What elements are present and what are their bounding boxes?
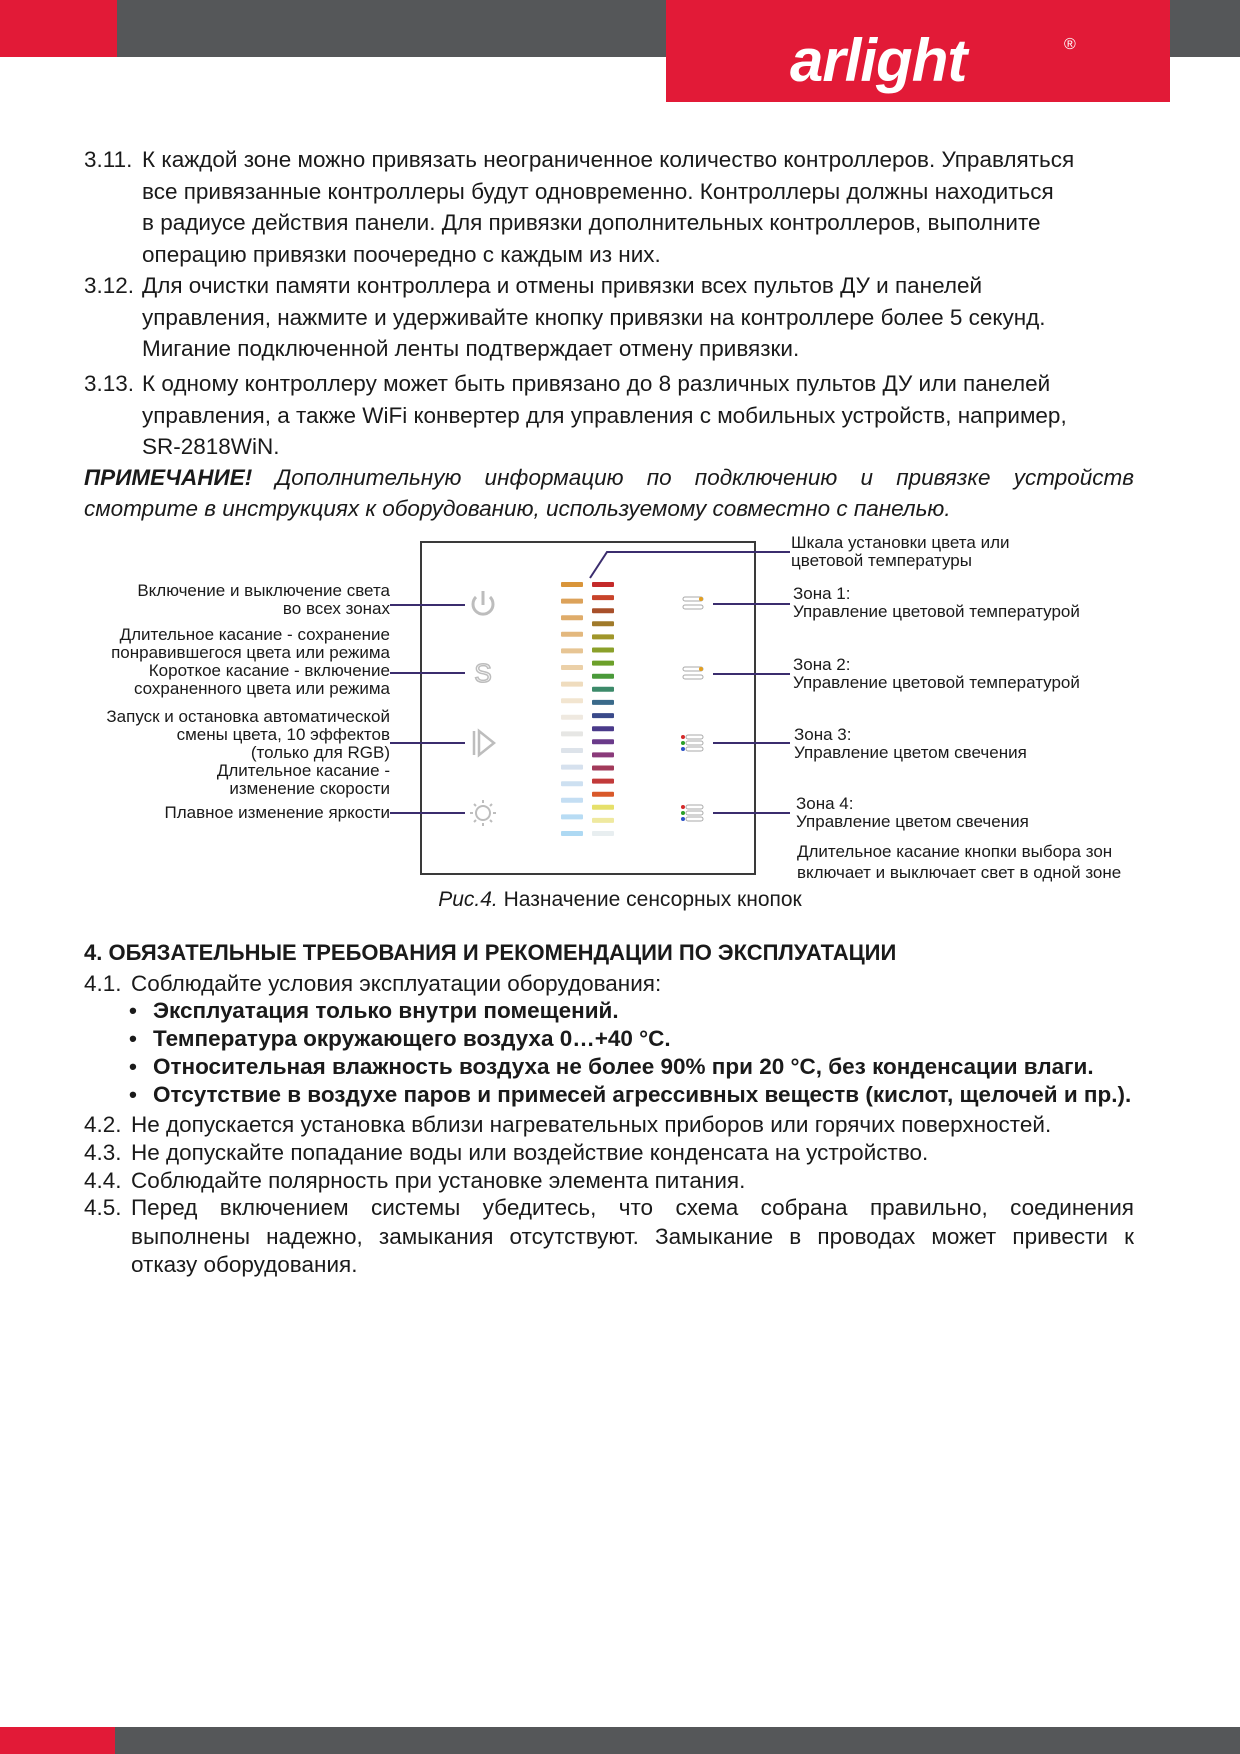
scale-segment bbox=[592, 661, 614, 666]
scale-segment bbox=[561, 731, 583, 736]
label-line: цветовой температуры bbox=[791, 551, 972, 570]
scale-segment bbox=[592, 674, 614, 679]
text-line: Для очистки памяти контроллера и отмены привязки всех пультов ДУ и панелей bbox=[142, 273, 983, 298]
label-zone2 bbox=[793, 656, 1080, 692]
scale-segment bbox=[561, 632, 583, 637]
bullet-item: • Эксплуатация только внутри помещений. bbox=[153, 997, 619, 1025]
scale-segment bbox=[592, 831, 614, 836]
label-scene bbox=[111, 626, 390, 698]
paragraph-text: Не допускайте попадание воды или воздействие конденсата на устройство. bbox=[131, 1140, 929, 1165]
scale-segment bbox=[561, 698, 583, 703]
label-line: Зона 2: bbox=[793, 655, 851, 674]
scale-segment bbox=[592, 608, 614, 613]
paragraph-4-2 bbox=[84, 1109, 1134, 1141]
bullet-item: • Отсутствие в воздухе паров и примесей агрессивных веществ (кислот, щелочей и пр.). bbox=[153, 1081, 1131, 1109]
scale-segment bbox=[592, 818, 614, 823]
paragraph-text bbox=[142, 144, 1134, 270]
text-line: К одному контроллеру может быть привязано до 8 различных пультов ДУ или панелей bbox=[142, 371, 1051, 396]
scale-segment bbox=[592, 700, 614, 705]
item-number: 4.5. bbox=[84, 1195, 122, 1220]
leader-line bbox=[590, 552, 790, 578]
paragraph-text bbox=[142, 270, 1134, 365]
label-line: (только для RGB) bbox=[250, 743, 390, 762]
zone1-icon bbox=[683, 597, 703, 609]
power-icon bbox=[473, 591, 493, 614]
note-line-1 bbox=[84, 462, 1134, 494]
item-number: 3.13. bbox=[84, 371, 135, 396]
scale-segment bbox=[592, 582, 614, 587]
brand-logo: arlight bbox=[790, 27, 967, 94]
scale-segment bbox=[592, 792, 614, 797]
scale-segment bbox=[561, 748, 583, 753]
scale-segment bbox=[561, 715, 583, 720]
scale-segment bbox=[561, 648, 583, 653]
note-line-2: смотрите в инструкциях к оборудованию, используемому совместно с панелью. bbox=[84, 496, 951, 521]
footer-bar bbox=[0, 1727, 1240, 1754]
scale-segment bbox=[592, 634, 614, 639]
scale-segment bbox=[561, 665, 583, 670]
scale-segment bbox=[592, 766, 614, 771]
text-line: все привязанные контроллеры будут одновременно. Контроллеры должны находиться bbox=[142, 178, 1054, 204]
label-line: включает и выключает свет в одной зоне bbox=[797, 863, 1122, 882]
figure-caption bbox=[0, 888, 1240, 912]
label-line: понравившегося цвета или режима bbox=[111, 643, 390, 662]
label-line: Зона 3: bbox=[794, 725, 852, 744]
brightness-icon bbox=[470, 800, 496, 826]
scale-segment bbox=[561, 765, 583, 770]
scale-segment bbox=[592, 621, 614, 626]
label-zone-note bbox=[797, 841, 1121, 883]
scale-segment bbox=[561, 831, 583, 836]
paragraph-3-13 bbox=[84, 368, 1134, 463]
paragraph-text: Не допускается установка вблизи нагревательных приборов или горячих поверхностей. bbox=[131, 1112, 1052, 1137]
scale-segment bbox=[592, 713, 614, 718]
label-line: Короткое касание - включение bbox=[148, 661, 390, 680]
label-play bbox=[106, 708, 390, 798]
label-power bbox=[137, 582, 390, 618]
text-line: управления, нажмите и удерживайте кнопку привязки на контроллере более 5 секунд. bbox=[142, 304, 1046, 330]
caption-text: Назначение сенсорных кнопок bbox=[503, 888, 802, 911]
scale-segment bbox=[592, 805, 614, 810]
item-number: 4.2. bbox=[84, 1112, 122, 1137]
scale-segment bbox=[561, 798, 583, 803]
scale-segment bbox=[592, 739, 614, 744]
label-scale bbox=[791, 534, 1010, 570]
text-line: Перед включением системы убедитесь, что схема собрана правильно, соединения bbox=[131, 1195, 1134, 1220]
scale-segment bbox=[561, 582, 583, 587]
item-number: 3.11. bbox=[84, 147, 133, 172]
text-line: SR-2818WiN. bbox=[142, 434, 280, 459]
label-zone1 bbox=[793, 585, 1080, 621]
paragraph-4-3 bbox=[84, 1137, 1134, 1169]
label-line: Длительное касание - сохранение bbox=[119, 625, 390, 644]
text-line: в радиусе действия панели. Для привязки дополнительных контроллеров, выполните bbox=[142, 210, 1041, 235]
header-accent bbox=[0, 0, 117, 57]
label-line: Плавное изменение яркости bbox=[164, 803, 390, 822]
scale-segment bbox=[592, 779, 614, 784]
zone2-icon bbox=[683, 667, 703, 679]
play-icon bbox=[474, 731, 494, 755]
paragraph-text: Соблюдайте условия эксплуатации оборудования: bbox=[131, 971, 662, 996]
label-line: изменение скорости bbox=[229, 779, 390, 798]
label-line: Запуск и остановка автоматической bbox=[106, 707, 390, 726]
scale-segment bbox=[561, 599, 583, 604]
text-line: операцию привязки поочередно с каждым из них. bbox=[142, 241, 661, 267]
scale-segment bbox=[592, 595, 614, 600]
scale-segment bbox=[592, 687, 614, 692]
color-temperature-scale bbox=[561, 582, 583, 836]
scale-segment bbox=[561, 814, 583, 819]
label-line: Длительное касание - bbox=[216, 761, 390, 780]
note-text: Дополнительную информацию по подключению и привязке устройств bbox=[275, 465, 1134, 490]
label-line: во всех зонах bbox=[282, 599, 390, 618]
label-line: Включение и выключение света bbox=[137, 581, 390, 600]
label-line: Управление цветом свечения bbox=[796, 812, 1029, 831]
paragraph-4-5 bbox=[84, 1194, 1134, 1280]
item-number: 4.4. bbox=[84, 1168, 122, 1193]
scale-segment bbox=[561, 615, 583, 620]
label-line: Управление цветовой температурой bbox=[793, 602, 1080, 621]
label-line: Длительное касание кнопки выбора зон bbox=[797, 842, 1113, 861]
bullet-item: • Температура окружающего воздуха 0…+40 °C. bbox=[153, 1025, 671, 1053]
scale-segment bbox=[592, 726, 614, 731]
text-line: Мигание подключенной ленты подтверждает отмену привязки. bbox=[142, 336, 800, 361]
section-heading: 4. ОБЯЗАТЕЛЬНЫЕ ТРЕБОВАНИЯ И РЕКОМЕНДАЦИИ ПО ЭКСПЛУАТАЦИИ bbox=[84, 940, 897, 965]
text-line: К каждой зоне можно привязать неограниченное количество контроллеров. Управляться bbox=[142, 147, 1075, 172]
registered-mark: ® bbox=[1064, 36, 1076, 53]
item-number: 3.12. bbox=[84, 273, 135, 298]
label-line: Шкала установки цвета или bbox=[791, 533, 1010, 552]
scale-segment bbox=[592, 648, 614, 653]
label-zone3 bbox=[794, 726, 1027, 762]
scale-segment bbox=[561, 682, 583, 687]
paragraph-text bbox=[142, 368, 1134, 463]
zone4-icon bbox=[681, 805, 703, 821]
figure-touch-panel bbox=[0, 530, 1240, 880]
footer-accent bbox=[0, 1727, 115, 1754]
label-line: Зона 4: bbox=[796, 794, 854, 813]
paragraph-4-4 bbox=[84, 1165, 1134, 1197]
note-label: ПРИМЕЧАНИЕ! bbox=[84, 465, 253, 490]
text-line: управления, а также WiFi конвертер для управления с мобильных устройств, например, bbox=[142, 402, 1067, 428]
text-line: выполнены надежно, замыкания отсутствуют. Замыкание в проводах может привести к bbox=[131, 1223, 1134, 1249]
scale-segment bbox=[592, 752, 614, 757]
label-line: Управление цветовой температурой bbox=[793, 673, 1080, 692]
label-line: сохраненного цвета или режима bbox=[133, 679, 390, 698]
item-number: 4.1. bbox=[84, 971, 122, 996]
item-number: 4.3. bbox=[84, 1140, 122, 1165]
paragraph-3-11 bbox=[84, 144, 1134, 270]
paragraph-3-12 bbox=[84, 270, 1134, 365]
label-line: Управление цветом свечения bbox=[794, 743, 1027, 762]
paragraph-4-1 bbox=[84, 968, 1134, 1000]
zone3-icon bbox=[681, 735, 703, 751]
label-line: смены цвета, 10 эффектов bbox=[176, 725, 390, 744]
label-brightness bbox=[164, 804, 390, 822]
text-line: отказу оборудования. bbox=[131, 1252, 358, 1277]
scene-s-icon: S bbox=[474, 658, 492, 688]
paragraph-text bbox=[131, 1194, 1134, 1280]
color-scale bbox=[592, 582, 614, 836]
caption-prefix: Рис.4. bbox=[438, 888, 498, 911]
scale-segment bbox=[561, 781, 583, 786]
label-line: Зона 1: bbox=[793, 584, 851, 603]
paragraph-text: Соблюдайте полярность при установке элемента питания. bbox=[131, 1168, 746, 1193]
bullet-item: • Относительная влажность воздуха не более 90% при 20 °C, без конденсации влаги. bbox=[153, 1053, 1094, 1081]
label-zone4 bbox=[796, 795, 1029, 831]
